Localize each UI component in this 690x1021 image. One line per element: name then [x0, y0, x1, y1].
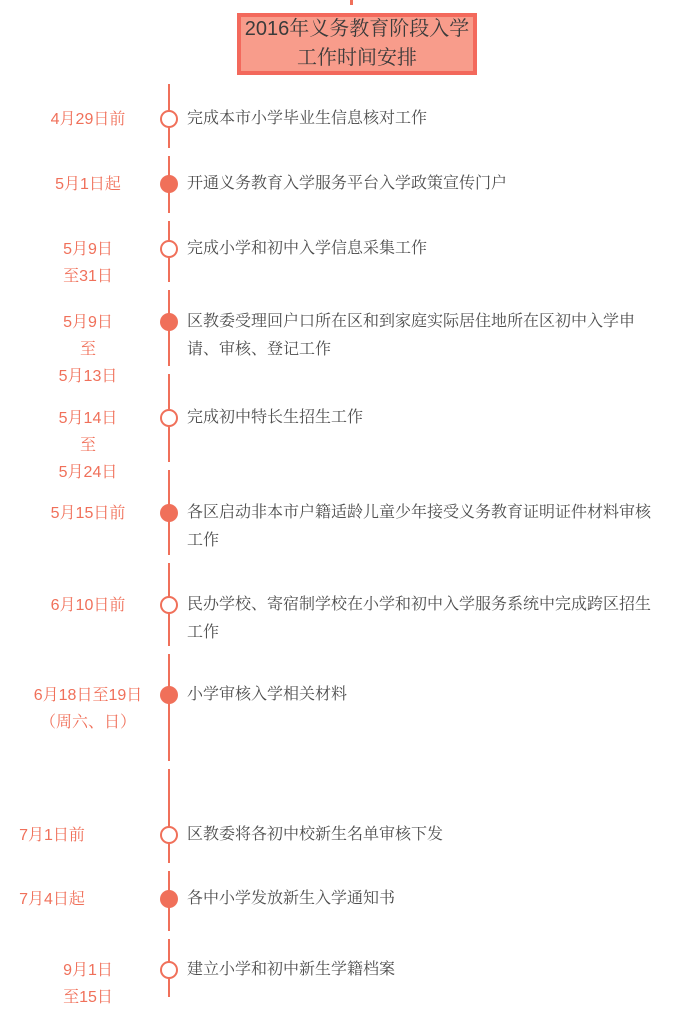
item-text: 小学审核入学相关材料 [187, 686, 348, 703]
item-text: 区教委将各初中校新生名单审核下发 [187, 826, 444, 843]
timeline-segment [168, 654, 170, 761]
item-text: 开通义务教育入学服务平台入学政策宣传门户 [187, 175, 508, 192]
item-date-line: 5月1日起 [55, 176, 121, 193]
item-date [0, 886, 104, 913]
item-date-line: 7月1日前 [19, 827, 85, 844]
timeline-marker-filled [160, 504, 178, 522]
timeline-marker-filled [160, 313, 178, 331]
timeline-marker-hollow [160, 596, 178, 614]
item-text: 建立小学和初中新生学籍档案 [187, 961, 396, 978]
item-date [20, 500, 156, 527]
timeline-marker-filled [160, 175, 178, 193]
item-date-line: 6月18日至19日 [33, 687, 143, 704]
timeline-segment [168, 769, 170, 863]
timeline-marker-hollow [160, 826, 178, 844]
item-date-line: 5月13日 [58, 368, 118, 385]
timeline-marker-hollow [160, 409, 178, 427]
item-date [20, 309, 156, 390]
timeline-marker-hollow [160, 110, 178, 128]
item-date-line: 5月24日 [58, 464, 118, 481]
item-date-line: 5月9日 [63, 314, 113, 331]
item-date [20, 682, 156, 736]
item-text: 民办学校、寄宿制学校在小学和初中入学服务系统中完成跨区招生工作 [187, 596, 652, 641]
item-text: 区教委受理回户口所在区和到家庭实际居住地所在区初中入学申请、审核、登记工作 [187, 313, 636, 358]
timeline-marker-hollow [160, 240, 178, 258]
item-text: 各区启动非本市户籍适龄儿童少年接受义务教育证明证件材料审核工作 [187, 504, 652, 549]
item-date-line: 至 [79, 341, 96, 358]
item-date-line: 至31日 [63, 268, 113, 285]
item-date-line: （周六、日） [39, 714, 136, 731]
timeline-marker-filled [160, 686, 178, 704]
item-text: 完成本市小学毕业生信息核对工作 [187, 110, 428, 127]
title-line-1: 2016年义务教育阶段入学 [244, 18, 470, 40]
item-date-line: 5月15日前 [50, 505, 126, 522]
item-date [20, 106, 156, 133]
item-date [0, 822, 104, 849]
item-date-line: 至 [79, 437, 96, 454]
item-date [20, 236, 156, 290]
item-date [20, 592, 156, 619]
item-text: 完成小学和初中入学信息采集工作 [187, 240, 428, 257]
item-date-line: 9月1日 [63, 962, 113, 979]
item-date-line: 6月10日前 [50, 597, 126, 614]
item-date-line: 7月4日起 [19, 891, 85, 908]
title-line-2: 工作时间安排 [297, 47, 417, 69]
item-date [20, 171, 156, 198]
item-date [20, 405, 156, 486]
item-text: 完成初中特长生招生工作 [187, 409, 364, 426]
item-date-line: 5月14日 [58, 410, 118, 427]
item-text: 各中小学发放新生入学通知书 [187, 890, 396, 907]
item-date-line: 至15日 [63, 989, 113, 1006]
item-date-line: 5月9日 [63, 241, 113, 258]
timeline-marker-filled [160, 890, 178, 908]
timeline-marker-hollow [160, 961, 178, 979]
item-date-line: 4月29日前 [50, 111, 126, 128]
item-date [20, 957, 156, 1011]
